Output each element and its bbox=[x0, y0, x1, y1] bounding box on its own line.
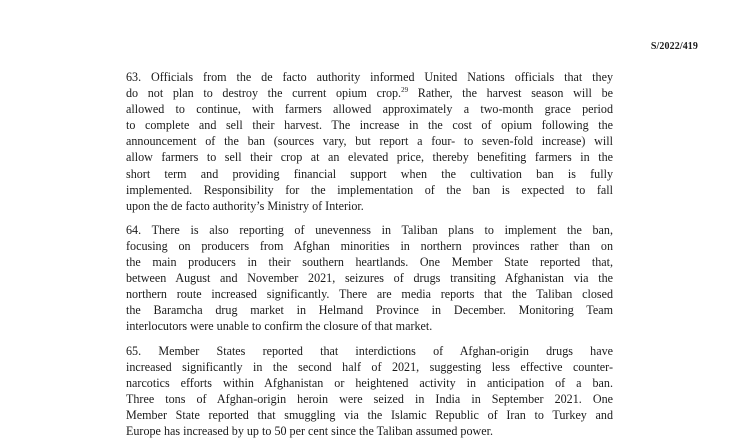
text-line: interlocutors were unable to confirm the closure of that market. bbox=[126, 319, 433, 334]
text-line: upon the de facto authority’s Ministry of Interior. bbox=[126, 198, 364, 213]
text-line: focusing on producers from Afghan minorities in northern provinces rather than on bbox=[126, 238, 613, 253]
document-symbol: S/2022/419 bbox=[650, 41, 698, 52]
text-line: narcotics efforts within Afghanistan or heightened activity in anticipation of a ban. bbox=[126, 375, 613, 390]
text-line: implemented. Responsibility for the implementation of the ban is expected to fall bbox=[126, 182, 613, 197]
paragraph-63 bbox=[126, 69, 613, 214]
text-line: increased significantly in the second half of 2021, suggesting less effective counter- bbox=[126, 359, 613, 374]
footnote-reference[interactable]: 29 bbox=[401, 86, 409, 95]
text-line: the Baramcha drug market in Helmand Province in December. Monitoring Team bbox=[126, 303, 613, 318]
text-line: short term and providing financial support when the cultivation ban is fully bbox=[126, 166, 613, 181]
text-line: to complete and sell their harvest. The increase in the cost of opium following the bbox=[126, 118, 613, 133]
text-line: between August and November 2021, seizures of drugs transiting Afghanistan via the bbox=[126, 271, 613, 286]
text-line: 63. Officials from the de facto authority informed United Nations officials that they bbox=[126, 70, 613, 84]
text-line: the main producers in their southern heartlands. One Member State reported that, bbox=[126, 255, 613, 270]
text-segment: do not plan to destroy the current opium crop. bbox=[126, 86, 402, 101]
text-segment: Rather, the harvest season will be bbox=[408, 86, 613, 101]
text-line: northern route increased significantly. There are media reports that the Taliban closed bbox=[126, 287, 613, 302]
text-line: announcement of the ban (sources vary, but report a four- to seven-fold increase) will bbox=[126, 134, 613, 149]
text-line: allow farmers to sell their crop at an elevated price, thereby benefiting farmers in the bbox=[126, 150, 613, 165]
paragraph-64 bbox=[126, 222, 613, 335]
text-line bbox=[126, 85, 613, 101]
text-line: allowed to continue, with farmers allowed approximately a two-month grace period bbox=[126, 102, 613, 117]
document-body bbox=[126, 69, 613, 447]
text-line: Three tons of Afghan-origin heroin were seized in India in September 2021. One bbox=[126, 391, 613, 406]
text-line: 65. Member States reported that interdictions of Afghan-origin drugs have bbox=[126, 343, 613, 358]
text-line: Member State reported that smuggling via the Islamic Republic of Iran to Turkey and bbox=[126, 407, 613, 422]
text-line: Europe has increased by up to 50 per cent since the Taliban assumed power. bbox=[126, 423, 494, 438]
text-line: 64. There is also reporting of unevenness in Taliban plans to implement the ban, bbox=[126, 222, 613, 237]
paragraph-65 bbox=[126, 343, 613, 440]
